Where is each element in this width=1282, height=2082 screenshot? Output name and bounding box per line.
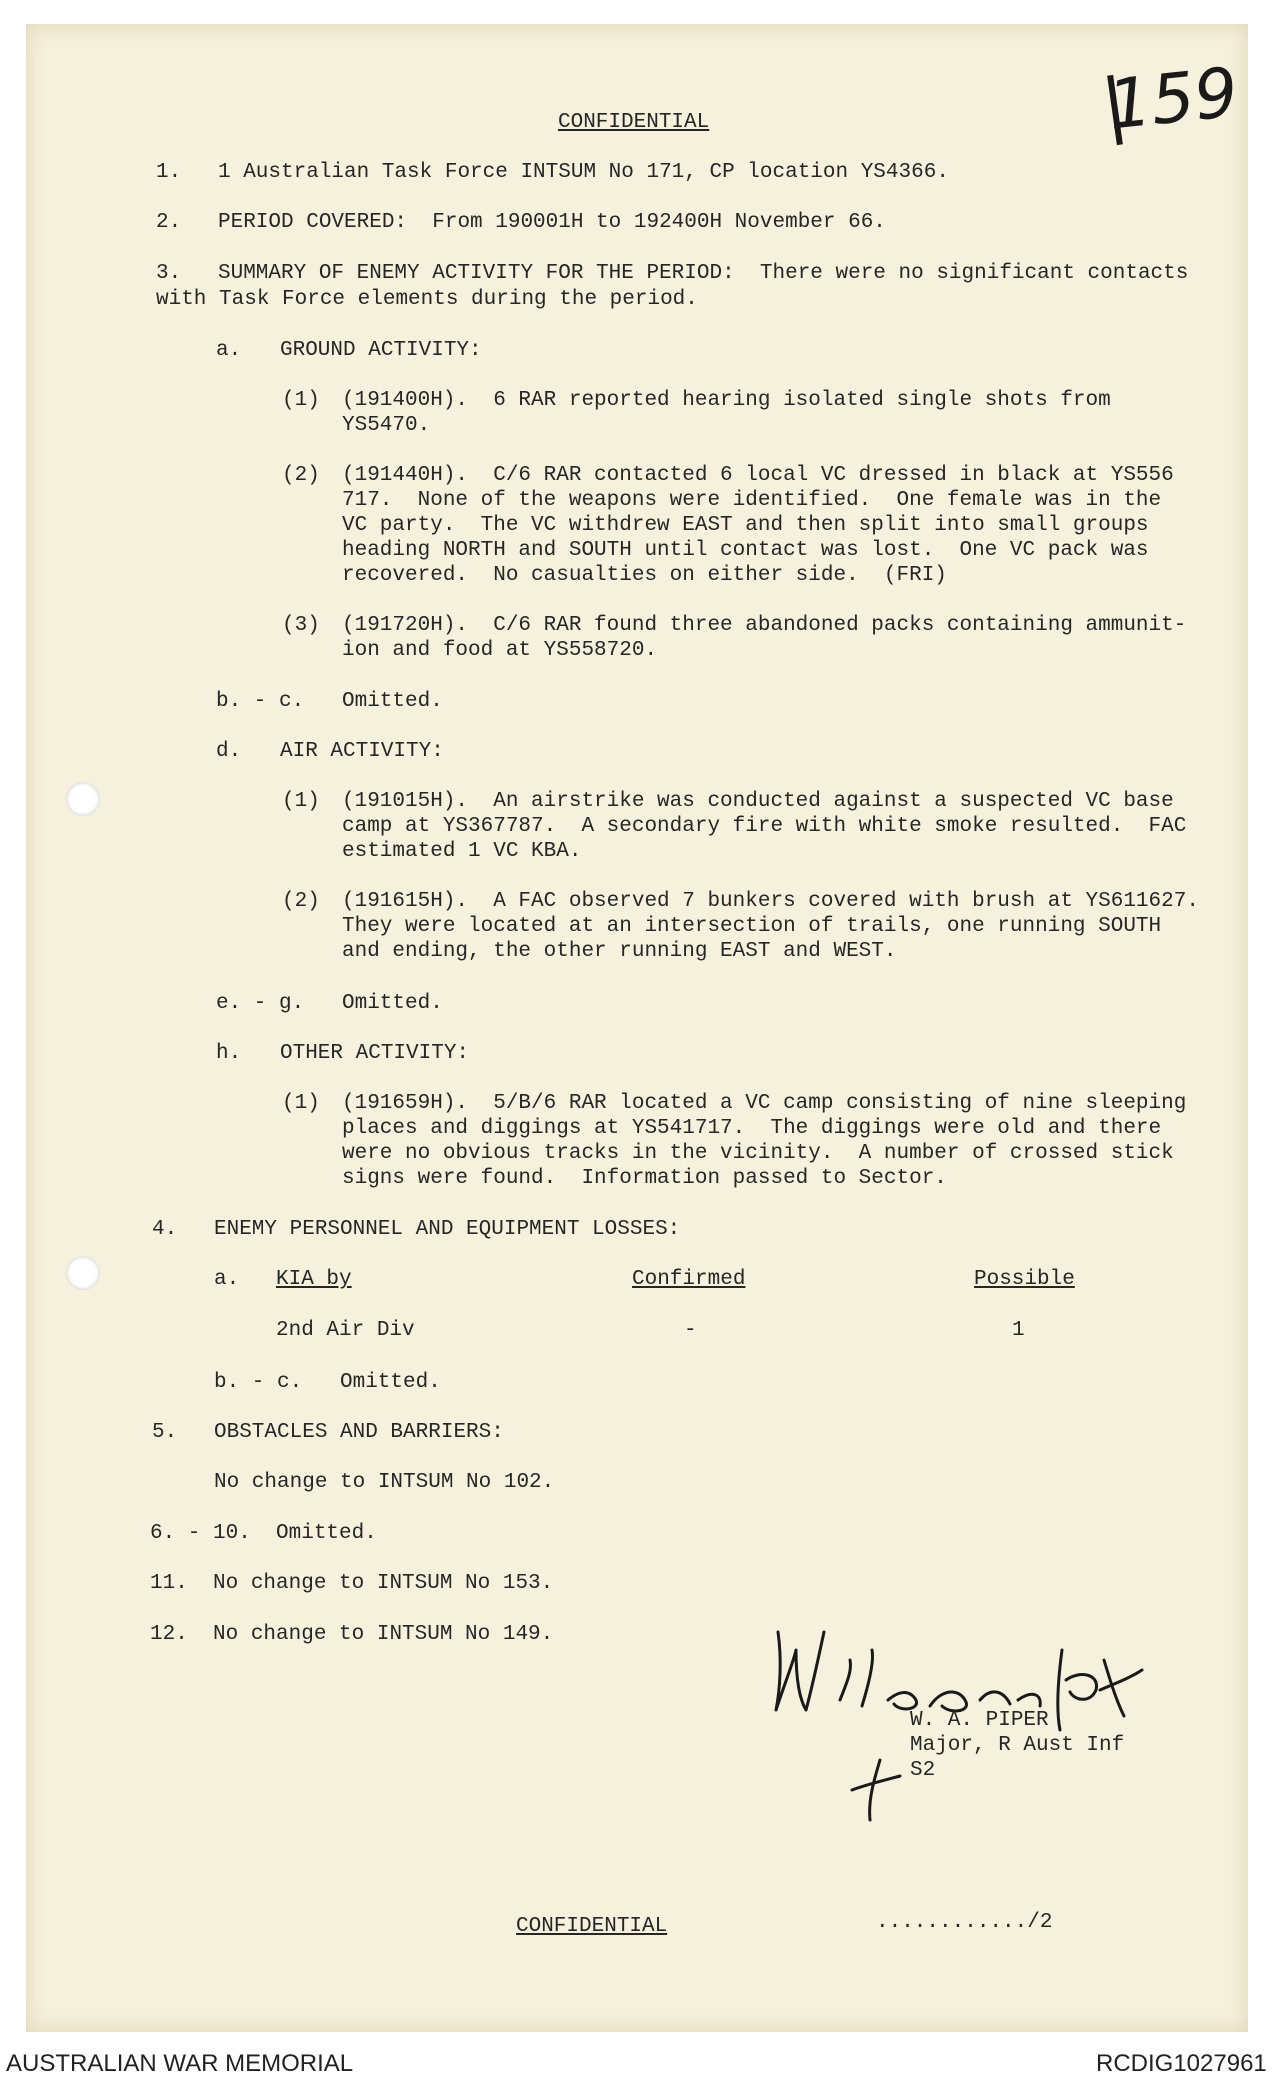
item-3-line2: with Task Force elements during the period.	[156, 288, 698, 311]
signatory-name: W. A. PIPER	[910, 1709, 1049, 1732]
item-12-text: 12. No change to INTSUM No 149.	[150, 1623, 554, 1646]
item-5-text: No change to INTSUM No 102.	[214, 1471, 555, 1494]
losses-row-confirmed: -	[684, 1319, 697, 1342]
item-6-10-text: 6. - 10. Omitted.	[150, 1522, 377, 1545]
section-h-title: OTHER ACTIVITY:	[280, 1042, 470, 1065]
page-number: 159	[1104, 53, 1242, 146]
air-1-line: estimated 1 VC KBA.	[342, 840, 582, 863]
ground-2-line: VC party. The VC withdrew EAST and then split into small groups	[342, 514, 1149, 537]
punch-hole	[66, 1256, 100, 1290]
air-1-line: camp at YS367787. A secondary fire with white smoke resulted. FAC	[342, 815, 1187, 838]
classification-footer: CONFIDENTIAL	[516, 1915, 668, 1938]
item-2-text: PERIOD COVERED: From 190001H to 192400H November 66.	[218, 211, 886, 234]
item-5-number: 5.	[152, 1421, 178, 1444]
other-1-line: (191659H). 5/B/6 RAR located a VC camp consisting of nine sleeping	[342, 1092, 1187, 1115]
ground-2-line: recovered. No casualties on either side. (FRI)	[342, 564, 947, 587]
other-1-line: were no obvious tracks in the vicinity. A number of crossed stick	[342, 1142, 1174, 1165]
archive-name: AUSTRALIAN WAR MEMORIAL	[6, 2050, 354, 2077]
item-5-title: OBSTACLES AND BARRIERS:	[214, 1421, 504, 1444]
ground-1-line: YS5470.	[342, 414, 431, 437]
air-1-number: (1)	[282, 790, 320, 813]
other-1-number: (1)	[282, 1092, 320, 1115]
item-3-line1: SUMMARY OF ENEMY ACTIVITY FOR THE PERIOD: There were no significant contacts	[218, 262, 1189, 285]
losses-a-letter: a.	[214, 1268, 240, 1291]
losses-row-possible: 1	[1012, 1319, 1025, 1342]
section-a-letter: a.	[216, 339, 242, 362]
signatory-rank: Major, R Aust Inf	[910, 1734, 1125, 1757]
losses-col-possible: Possible	[974, 1268, 1075, 1291]
item-1-text: 1 Australian Task Force INTSUM No 171, CP location YS4366.	[218, 161, 949, 184]
air-1-line: (191015H). An airstrike was conducted against a suspected VC base	[342, 790, 1174, 813]
air-2-line: (191615H). A FAC observed 7 bunkers covered with brush at YS611627.	[342, 890, 1199, 913]
signatory-role: S2	[910, 1759, 936, 1782]
ground-2-number: (2)	[282, 464, 320, 487]
section-bc-text: Omitted.	[342, 690, 443, 713]
item-2-number: 2.	[156, 211, 182, 234]
ground-3-line: (191720H). C/6 RAR found three abandoned packs containing ammunit-	[342, 614, 1187, 637]
ground-1-line: (191400H). 6 RAR reported hearing isolated single shots from	[342, 389, 1111, 412]
item-11-text: 11. No change to INTSUM No 153.	[150, 1572, 554, 1595]
item-4-number: 4.	[152, 1218, 178, 1241]
losses-bc-letter: b. - c.	[214, 1371, 303, 1394]
air-2-line: and ending, the other running EAST and WEST.	[342, 940, 897, 963]
section-eg-text: Omitted.	[342, 992, 443, 1015]
losses-row-label: 2nd Air Div	[276, 1319, 415, 1342]
other-1-line: places and diggings at YS541717. The diggings were old and there	[342, 1117, 1162, 1140]
section-bc-letter: b. - c.	[216, 690, 305, 713]
air-2-number: (2)	[282, 890, 320, 913]
item-3-number: 3.	[156, 262, 182, 285]
item-4-title: ENEMY PERSONNEL AND EQUIPMENT LOSSES:	[214, 1218, 681, 1241]
archive-reference: RCDIG1027961	[1096, 2050, 1267, 2077]
ground-1-number: (1)	[282, 389, 320, 412]
ground-2-line: (191440H). C/6 RAR contacted 6 local VC dressed in black at YS556	[342, 464, 1174, 487]
air-2-line: They were located at an intersection of trails, one running SOUTH	[342, 915, 1162, 938]
continuation-marker: ............/2	[876, 1911, 1053, 1934]
punch-hole	[66, 782, 100, 816]
ground-3-line: ion and food at YS558720.	[342, 639, 658, 662]
ground-2-line: heading NORTH and SOUTH until contact was lost. One VC pack was	[342, 539, 1149, 562]
other-1-line: signs were found. Information passed to Sector.	[342, 1167, 947, 1190]
classification-header: CONFIDENTIAL	[558, 111, 710, 134]
ground-2-line: 717. None of the weapons were identified. One female was in the	[342, 489, 1162, 512]
section-d-title: AIR ACTIVITY:	[280, 740, 444, 763]
losses-bc-text: Omitted.	[340, 1371, 441, 1394]
item-1-number: 1.	[156, 161, 182, 184]
section-a-title: GROUND ACTIVITY:	[280, 339, 482, 362]
section-eg-letter: e. - g.	[216, 992, 305, 1015]
section-d-letter: d.	[216, 740, 242, 763]
ground-3-number: (3)	[282, 614, 320, 637]
losses-col-confirmed: Confirmed	[632, 1268, 746, 1291]
section-h-letter: h.	[216, 1042, 242, 1065]
losses-col-kia: KIA by	[276, 1268, 352, 1291]
